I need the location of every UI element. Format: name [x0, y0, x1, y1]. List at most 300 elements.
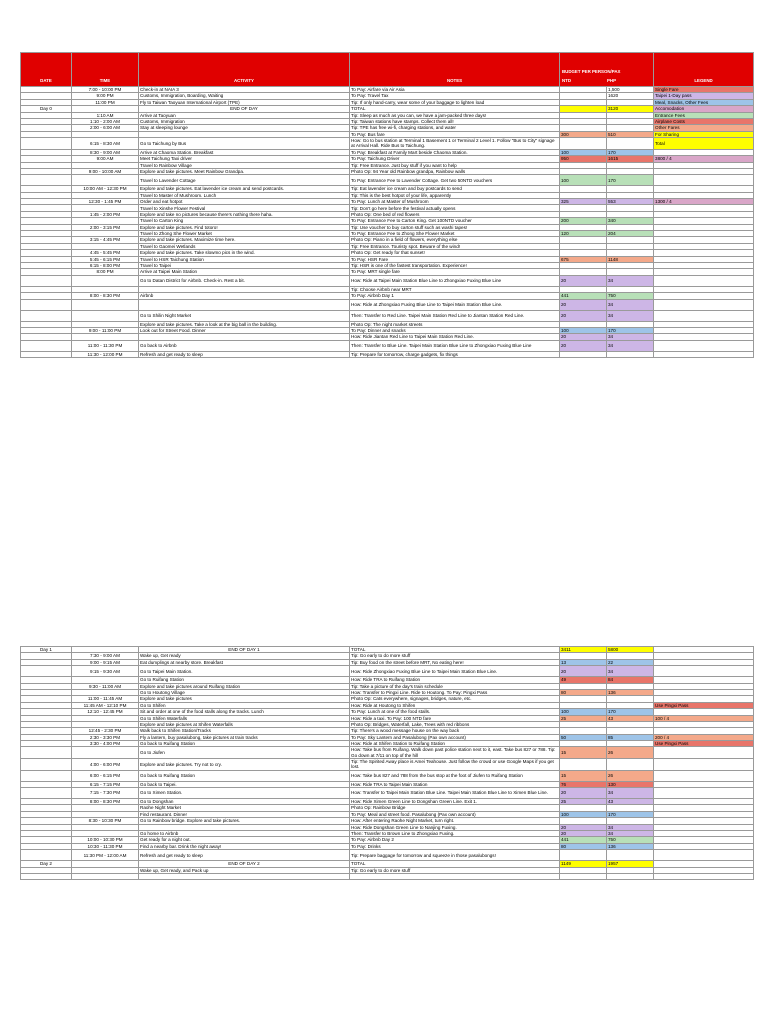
ntd-cell: 49	[560, 677, 607, 683]
header-budget	[560, 53, 654, 87]
ntd-cell: 15	[560, 770, 607, 781]
php-cell: 553	[607, 199, 654, 205]
notes-cell: TOTAL	[350, 647, 560, 653]
day-cell	[21, 138, 72, 150]
php-cell: 340	[607, 218, 654, 224]
time-cell: 6:15 - 8:30 AM	[72, 138, 139, 150]
time-cell: 8:00 PM	[72, 269, 139, 275]
activity-cell: Go to Shifen Waterfalls	[139, 715, 350, 721]
legend-cell	[654, 788, 754, 799]
php-cell: 510	[607, 131, 654, 137]
ntd-cell: 20	[560, 299, 607, 310]
php-cell	[607, 759, 654, 771]
day-cell: Day 1	[21, 647, 72, 653]
time-cell: 1:45 - 2:00 PM	[72, 211, 139, 217]
activity-cell: END OF DAY 1	[139, 647, 350, 653]
legend-cell: 200 / 4	[654, 734, 754, 740]
php-cell: 43	[607, 715, 654, 721]
itinerary-row	[21, 788, 754, 799]
php-cell	[607, 850, 654, 861]
notes-cell	[350, 873, 560, 879]
notes-cell: To Pay: Drinks	[350, 843, 560, 849]
php-cell: 26	[607, 770, 654, 781]
php-cell: 34	[607, 831, 654, 837]
activity-cell: Fly to Taiwan Taoyuan International Airport (TPE)	[139, 99, 350, 105]
notes-cell: To Pay: Lunch at Master of Mushroom	[350, 199, 560, 205]
time-cell: 1:10 AM	[72, 112, 139, 118]
php-cell: 170	[607, 709, 654, 715]
notes-cell: How: Ride at Zhongxiao Fuxing Blue Line to Taipei Main Station Blue Line.	[350, 299, 560, 310]
php-cell: 84	[607, 677, 654, 683]
activity-cell: Explore and take pictures around Ruifang Station	[139, 683, 350, 689]
time-cell: 10:30 - 11:30 PM	[72, 843, 139, 849]
time-cell: 4:00 - 6:00 PM	[72, 759, 139, 771]
activity-cell: Explore and take pictures. Take slowmo pics in the wind.	[139, 250, 350, 256]
notes-cell: To Pay: Taichung Driver	[350, 156, 560, 162]
ntd-cell: 3411	[560, 647, 607, 653]
time-cell: 3:30 - 4:00 PM	[72, 741, 139, 747]
php-cell: 204	[607, 231, 654, 237]
legend-cell: Other Fares	[654, 125, 754, 131]
time-cell	[72, 275, 139, 286]
php-cell: 26	[607, 747, 654, 759]
notes-cell: Then: Transfer to Brown Line to Zhongxiao Fuxing.	[350, 831, 560, 837]
activity-cell: Go to Shifen	[139, 702, 350, 708]
legend-cell	[654, 770, 754, 781]
notes-cell: Tip: Prepare for tomorrow, charge gadgets, fix things	[350, 351, 560, 357]
activity-cell: Arrive at Taoyuan	[139, 112, 350, 118]
ntd-cell: 20	[560, 831, 607, 837]
ntd-cell: 100	[560, 175, 607, 186]
time-cell: 11:00 PM	[72, 99, 139, 105]
legend-cell	[654, 747, 754, 759]
notes-cell: Photo Op: Bridges, Waterfall, Lake, Trees with red ribbons	[350, 721, 560, 727]
activity-cell: Customs, Immigration	[139, 118, 350, 124]
legend-cell: Taipei 1-Day pass	[654, 93, 754, 99]
php-cell: 34	[607, 275, 654, 286]
activity-cell: Find restaurant. Dinner	[139, 811, 350, 817]
activity-cell: Wake up, Get ready, and Pack up	[139, 867, 350, 873]
legend-cell: For Sharing	[654, 131, 754, 137]
notes-cell: To Pay: Bus fare	[350, 131, 560, 137]
notes-cell: To Pay: MRT single fare	[350, 269, 560, 275]
header-date: DATE	[21, 53, 72, 87]
activity-cell: Go to Rainbow bridge. Explore and take pictures.	[139, 818, 350, 824]
legend-cell: 3800 / 4	[654, 156, 754, 162]
time-cell: 6:15 - 7:15 PM	[72, 781, 139, 787]
notes-cell: Tip: Choose Airbnb near MRT	[350, 286, 560, 292]
time-cell: 9:00 - 9:15 AM	[72, 659, 139, 665]
time-cell: 2:00 - 3:15 PM	[72, 224, 139, 230]
activity-cell	[139, 299, 350, 310]
activity-cell: Travel to Rainbow Village	[139, 162, 350, 168]
activity-cell: Sit and order at one of the food stalls along the tracks. Lunch	[139, 709, 350, 715]
legend-cell: 100 / 4	[654, 715, 754, 721]
legend-cell: Airplane Costs	[654, 118, 754, 124]
day-cell	[21, 666, 72, 677]
ntd-cell: 25	[560, 799, 607, 805]
activity-cell: Customs, Immigration, Boarding, Waiting	[139, 93, 350, 99]
itinerary-row	[21, 175, 754, 186]
ntd-cell: 950	[560, 156, 607, 162]
time-cell	[72, 299, 139, 310]
notes-cell: How: Ride at Houtong to Shifen	[350, 702, 560, 708]
time-cell: 2:30 - 3:30 PM	[72, 734, 139, 740]
legend-cell	[654, 759, 754, 771]
itinerary-row	[21, 850, 754, 861]
ntd-cell: 20	[560, 666, 607, 677]
ntd-cell: 441	[560, 293, 607, 299]
legend-cell: Use Pingxi Pass	[654, 702, 754, 708]
day-cell	[21, 310, 72, 321]
ntd-cell: 13	[560, 659, 607, 665]
notes-cell: Tip: Use voucher to buy carton stuff such as washi tapes!	[350, 224, 560, 230]
notes-cell: To Pay: Airbnb Day 2	[350, 837, 560, 843]
notes-cell: How: Ride at Shifen Station to Ruifang Station	[350, 741, 560, 747]
header-legend: LEGEND	[654, 53, 754, 87]
legend-cell: Single Fare	[654, 87, 754, 93]
php-cell: 34	[607, 334, 654, 340]
time-cell: 6:00 - 6:15 PM	[72, 770, 139, 781]
notes-cell: Tip: If only hand-carry, wear some of your baggage to lighten load	[350, 99, 560, 105]
notes-cell: Tip: The Spirited Away place is Amei Teahouse. Just follow the crowd or use Google Maps if you get lost.	[350, 759, 560, 771]
notes-cell: To Pay: Entrance Fee to Lavender Cottage. Get two 50NTD vouchers	[350, 175, 560, 186]
time-cell: 9:00 PM	[72, 93, 139, 99]
php-cell: 750	[607, 837, 654, 843]
activity-cell: Explore and take pictures	[139, 696, 350, 702]
php-cell	[607, 873, 654, 879]
notes-cell: To Pay: Travel Tax	[350, 93, 560, 99]
time-cell: 11:30 - 12:00 PM	[72, 351, 139, 357]
day-cell	[21, 299, 72, 310]
php-cell: 170	[607, 149, 654, 155]
ntd-cell: 20	[560, 310, 607, 321]
legend-cell	[654, 275, 754, 286]
notes-cell: Tip: Go early to do more stuff	[350, 867, 560, 873]
ntd-cell: 200	[560, 218, 607, 224]
legend-cell: 1300 / 4	[654, 199, 754, 205]
notes-cell: How: Ride Ximen Green Line to Dongshan Green Line. Exit 1.	[350, 799, 560, 805]
time-cell: 2:00 - 6:00 AM	[72, 125, 139, 131]
activity-cell: Go back to Airbnb	[139, 340, 350, 351]
ntd-cell	[560, 351, 607, 357]
time-cell: 9:00 - 10:00 AM	[72, 168, 139, 174]
notes-cell: How: Take bus 827 and 788 from the bus stop at the foot of Jiufen to Ruifang Station	[350, 770, 560, 781]
php-cell: 34	[607, 310, 654, 321]
time-cell	[72, 175, 139, 186]
ntd-cell: 300	[560, 131, 607, 137]
activity-cell: Explore and take pictures. Eat lavender ice cream and send postcards.	[139, 186, 350, 192]
notes-cell: To Pay: Breakfast at Family Mart beside Chaoma Station.	[350, 149, 560, 155]
notes-cell: Photo Op: Rainbow Bridge	[350, 805, 560, 811]
time-cell: 11:00 - 11:45 AM	[72, 696, 139, 702]
time-cell	[72, 747, 139, 759]
notes-cell: To Pay: Meal and street food. Pasalubong (Pax own account)	[350, 811, 560, 817]
notes-cell: How: Ride Dongshan Green Line to Nanjing Fuxing.	[350, 824, 560, 830]
notes-cell: Tip: This is the best hotpot of your life, apparently	[350, 192, 560, 198]
activity-cell: Fly a lantern, buy pasalubong, take pictures at train tracks	[139, 734, 350, 740]
legend-cell: Use Pingxi Pass	[654, 741, 754, 747]
itinerary-row	[21, 138, 754, 150]
notes-cell: How: Take bus from Ruifang. Walk down past police station next to it, east. Take bus 827 or 788. Tip: Go down at 7/11 on top of the hill	[350, 747, 560, 759]
notes-cell: Photo Op: The night market streets	[350, 321, 560, 327]
itinerary-row	[21, 340, 754, 351]
day-cell	[21, 850, 72, 861]
activity-cell: Look out for Street Food. Dinner	[139, 327, 350, 333]
ntd-cell	[560, 759, 607, 771]
activity-cell: Go to Datan District for Airbnb. Check-in. Rest a bit.	[139, 275, 350, 286]
legend-cell	[654, 175, 754, 186]
php-cell: 170	[607, 811, 654, 817]
php-cell: 1615	[607, 156, 654, 162]
notes-cell: Tip: Sleep as much as you can, we have a jam-packed three days!	[350, 112, 560, 118]
ntd-cell: 50	[560, 734, 607, 740]
legend-cell	[654, 666, 754, 677]
ntd-cell	[560, 850, 607, 861]
itinerary-row	[21, 747, 754, 759]
day-cell	[21, 351, 72, 357]
notes-cell: To Pay: Airfare via Air Asia	[350, 87, 560, 93]
legend-cell	[654, 310, 754, 321]
activity-cell: Travel to Carton King	[139, 218, 350, 224]
activity-cell: Travel to Gaomei Wetlands	[139, 243, 350, 249]
php-cell: 750	[607, 293, 654, 299]
activity-cell: Go to Houtong Village	[139, 689, 350, 695]
activity-cell: Order and eat hotpot	[139, 199, 350, 205]
activity-cell: Arrive at Taipei Main Station	[139, 269, 350, 275]
ntd-cell: 25	[560, 715, 607, 721]
notes-cell: Then: Transfer to Blue Line. Taipei Main Station Blue Line to Zhongxiao Fuxing Blue Line	[350, 340, 560, 351]
ntd-cell: 100	[560, 811, 607, 817]
itinerary-table-day1	[20, 646, 754, 880]
notes-cell: Photo Op: One bed of red flowers	[350, 211, 560, 217]
activity-cell: Go back to Ruifang Station	[139, 770, 350, 781]
day-cell: Day 2	[21, 861, 72, 867]
notes-cell: Tip: Free Entrance. Just buy stuff if you want to help	[350, 162, 560, 168]
itinerary-row	[21, 299, 754, 310]
activity-cell: Go to Ruifang Station	[139, 677, 350, 683]
notes-cell: Photo Op: Piano in a field of flowers, everything else	[350, 237, 560, 243]
day-cell	[21, 759, 72, 771]
time-cell: 7:30 - 9:00 AM	[72, 653, 139, 659]
php-cell: 130	[607, 781, 654, 787]
notes-cell: Photo Op: Get ready for that sunset!	[350, 250, 560, 256]
php-cell: 1620	[607, 93, 654, 99]
activity-cell: Explore and take pictures. Try not to cry.	[139, 759, 350, 771]
time-cell: 11:45 AM - 12:10 PM	[72, 702, 139, 708]
time-cell	[72, 310, 139, 321]
activity-cell: Travel to HSR Taichung Station	[139, 256, 350, 262]
activity-cell: Travel to Zhong She Flower Market	[139, 231, 350, 237]
activity-cell: Walk back to Shifen Station/Tracks	[139, 728, 350, 734]
ntd-cell: 325	[560, 199, 607, 205]
header-time: TIME	[72, 53, 139, 87]
ntd-cell: 20	[560, 788, 607, 799]
activity-cell: Explore and take pictures at Shifen Waterfalls	[139, 721, 350, 727]
itinerary-row	[21, 351, 754, 357]
time-cell: 11:00 - 11:30 PM	[72, 340, 139, 351]
ntd-cell: 100	[560, 327, 607, 333]
activity-cell: Travel to Lavender Cottage	[139, 175, 350, 186]
php-cell: 1,500	[607, 87, 654, 93]
activity-cell: Explore and take no pictures because there's nothing there haha.	[139, 211, 350, 217]
time-cell: 3:15 - 4:45 PM	[72, 237, 139, 243]
time-cell: 7:00 - 10:00 PM	[72, 87, 139, 93]
legend-cell: Entrance Fees	[654, 112, 754, 118]
itinerary-row	[21, 770, 754, 781]
itinerary-row	[21, 666, 754, 677]
activity-cell: Meet Taichung Taxi driver	[139, 156, 350, 162]
notes-cell: How: Transfer to Taipei Main Station Blue Line. Taipei Main Station Blue Line to Ximen Blue Line.	[350, 788, 560, 799]
activity-cell: Go back to Taipei.	[139, 781, 350, 787]
notes-cell: How: Ride Jiantan Red Line to Taipei Main Station Red Line.	[350, 334, 560, 340]
time-cell: 5:45 - 6:15 PM	[72, 256, 139, 262]
legend-cell	[654, 850, 754, 861]
notes-cell: Tip: Taiwan stations have stamps. Collect them all!	[350, 118, 560, 124]
activity-cell: Check-in at NAIA 3	[139, 87, 350, 93]
legend-cell: Meal, Snacks, Other Fees	[654, 99, 754, 105]
activity-cell: Wake up, Get ready	[139, 653, 350, 659]
notes-cell: Tip: HSR is one of the fastest transportation. Experience!	[350, 262, 560, 268]
legend-cell: Total	[654, 138, 754, 150]
notes-cell: Tip: Eat lavender ice cream and buy postcards to send	[350, 186, 560, 192]
activity-cell: Refresh and get ready to sleep	[139, 351, 350, 357]
time-cell: 9:15 - 9:30 AM	[72, 666, 139, 677]
legend-cell	[654, 340, 754, 351]
day-cell	[21, 873, 72, 879]
activity-cell: Go to Taipei Main Station.	[139, 666, 350, 677]
time-cell: 6:15 - 8:00 PM	[72, 262, 139, 268]
time-cell: 10:00 AM - 12:30 PM	[72, 186, 139, 192]
time-cell	[72, 873, 139, 879]
notes-cell: To Pay: Airbnb Day 1	[350, 293, 560, 299]
header-activity: ACTIVITY	[139, 53, 350, 87]
php-cell: 1957	[607, 861, 654, 867]
ntd-cell: 675	[560, 256, 607, 262]
notes-cell: Tip: There's a wood message house on the way back	[350, 728, 560, 734]
legend-cell	[654, 299, 754, 310]
time-cell: 8:00 - 8:30 PM	[72, 799, 139, 805]
notes-cell: How: Ride at Taipei Main Station Blue Line to Zhongxiao Fuxing Blue Line	[350, 275, 560, 286]
time-cell: 12:30 - 1:45 PM	[72, 199, 139, 205]
ntd-cell: 80	[560, 689, 607, 695]
ntd-cell: 441	[560, 837, 607, 843]
php-cell	[607, 351, 654, 357]
notes-cell: How: Go to bus station at Terminal 1 Basement 1 or Terminal 2 Level 1. Follow "Bus to City" signage at Arrival Hall. Ride Bus to Taichung.	[350, 138, 560, 150]
notes-cell: Tip: Don't go here before the festival actually opens	[350, 205, 560, 211]
notes-cell: To Pay: Entrance Fee to Carton King. Get 100NTD voucher	[350, 218, 560, 224]
itinerary-row	[21, 759, 754, 771]
notes-cell: To Pay: HSR Fare	[350, 256, 560, 262]
legend-cell: Accomodation	[654, 106, 754, 112]
php-cell: 1148	[607, 256, 654, 262]
php-cell: 34	[607, 666, 654, 677]
time-cell: 9:00 - 11:00 PM	[72, 327, 139, 333]
activity-cell: Go to Shilin Night Market	[139, 310, 350, 321]
activity-cell: Travel to Master of Mushroom. Lunch	[139, 192, 350, 198]
day-cell	[21, 788, 72, 799]
php-cell: 136	[607, 843, 654, 849]
ntd-cell: 76	[560, 781, 607, 787]
itinerary-table-day0	[20, 52, 754, 358]
ntd-cell: 100	[560, 149, 607, 155]
itinerary-row	[21, 275, 754, 286]
notes-cell: To Pay: Lunch at one of the food stalls.	[350, 709, 560, 715]
ntd-cell	[560, 873, 607, 879]
notes-cell: TOTAL	[350, 106, 560, 112]
php-cell: 3120	[607, 106, 654, 112]
notes-cell: To Pay: Dinner and snacks	[350, 327, 560, 333]
header-row	[21, 53, 754, 87]
activity-cell: Go to Jiufen	[139, 747, 350, 759]
activity-cell: Airbnb	[139, 293, 350, 299]
itinerary-row	[21, 310, 754, 321]
php-cell	[607, 138, 654, 150]
php-cell: 136	[607, 689, 654, 695]
time-cell: 8:00 - 8:30 PM	[72, 293, 139, 299]
legend-cell	[654, 351, 754, 357]
activity-cell: END OF DAY 2	[139, 861, 350, 867]
notes-cell: How: Ride TRA to Ruifang Station	[350, 677, 560, 683]
ntd-cell: 20	[560, 275, 607, 286]
day-cell	[21, 770, 72, 781]
activity-cell: Find a nearby bar. Drink the night away!	[139, 843, 350, 849]
activity-cell: Go to Taichung by Bus	[139, 138, 350, 150]
notes-cell: Tip: Take a picture of the day's train schedule	[350, 683, 560, 689]
activity-cell: Go home to Airbnb	[139, 831, 350, 837]
ntd-cell: 20	[560, 824, 607, 830]
time-cell: 8:30 - 10:30 PM	[72, 818, 139, 824]
time-cell: 7:15 - 7:30 PM	[72, 788, 139, 799]
ntd-cell: 120	[560, 231, 607, 237]
notes-cell: Photo Op: 94 Year old Rainbow grandpa, Rainbow walls	[350, 168, 560, 174]
notes-cell: Tip: Prepare baggage for tomorrow and squeeze in those pasalubongs!	[350, 850, 560, 861]
notes-cell: Tip: Free Entrance. Touristy spot. Beware of the wind!	[350, 243, 560, 249]
php-cell: 34	[607, 340, 654, 351]
php-cell: 170	[607, 175, 654, 186]
time-cell: 12:45 - 2:30 PM	[72, 728, 139, 734]
activity-cell: Go back to Ruifang Station	[139, 741, 350, 747]
ntd-cell	[560, 138, 607, 150]
notes-cell: How: Ride a taxi. To Pay: 100 NTD fare	[350, 715, 560, 721]
activity-cell: END OF DAY	[139, 106, 350, 112]
legend-cell	[654, 873, 754, 879]
php-cell: 85	[607, 734, 654, 740]
notes-cell: To Pay: Entrance Fee to Zhong She Flower Market	[350, 231, 560, 237]
itinerary-row	[21, 873, 754, 879]
time-cell: 1:10 - 2:00 AM	[72, 118, 139, 124]
time-cell: 11:30 PM - 12:00 AM	[72, 850, 139, 861]
ntd-cell: 1149	[560, 861, 607, 867]
notes-cell: How: Ride TRA to Taipei Main Station	[350, 781, 560, 787]
notes-cell: How: After entering Raohe Night Market, turn right.	[350, 818, 560, 824]
notes-cell: Tip: TPE has free wi-fi, charging stations, and water	[350, 125, 560, 131]
notes-cell: TOTAL	[350, 861, 560, 867]
day-cell	[21, 747, 72, 759]
day-cell	[21, 175, 72, 186]
time-cell: 10:00 - 10:30 PM	[72, 837, 139, 843]
notes-cell: Then: Transfer to Red Line. Taipei Main Station Red Line to Jiantan Station Red Line.	[350, 310, 560, 321]
activity-cell: Raohe Night Market	[139, 805, 350, 811]
notes-cell: How: Ride Zhongxiao Fuxing Blue Line to Taipei Main Station Blue Line.	[350, 666, 560, 677]
time-cell: 9:00 AM	[72, 156, 139, 162]
activity-cell: Refresh and get ready to sleep	[139, 850, 350, 861]
notes-cell: Tip: Buy food on the street before MRT, No eating here!	[350, 659, 560, 665]
ntd-cell: 20	[560, 334, 607, 340]
activity-cell: Explore and take pictures. Take a look at the big ball in the building.	[139, 321, 350, 327]
activity-cell	[139, 873, 350, 879]
day-cell: Day 0	[21, 106, 72, 112]
